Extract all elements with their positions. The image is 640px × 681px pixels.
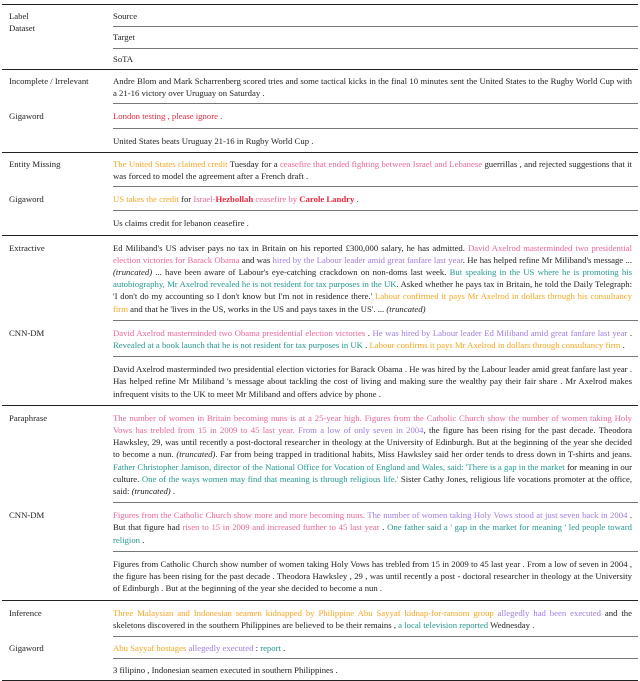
sota-row [2, 211, 638, 234]
category-label: Entity Missing [9, 158, 61, 169]
header-target: Target [113, 32, 135, 42]
section-extractive [2, 235, 638, 405]
header-dataset: Dataset [9, 23, 36, 33]
source-text: Three Malaysian and Indonesian seamen kidnapped by Philippine Abu Sayyaf kidnap-for-ransom group allegedly had been executed and the skeletons discovered in the southern Philippines are believed to be their remains , a local television reported Wednesday . [113, 607, 632, 630]
header-source: Source [113, 11, 138, 21]
dataset-label: CNN-DM [9, 510, 45, 521]
sota-row [2, 659, 638, 680]
target-text: US takes the credit for Israel-Hezbollah ceasefire by Carole Landry . [113, 194, 359, 205]
category-label: Incomplete / Irrelevant [9, 76, 89, 86]
header-label: Label [9, 11, 29, 21]
sota-row [2, 129, 638, 152]
dataset-label: Gigaword [9, 642, 44, 653]
source-row [2, 236, 638, 320]
sota-text: 3 filipino , Indonesian seamen executed in southern Philippines . [113, 665, 338, 676]
source-row [2, 406, 638, 502]
source-row [2, 70, 638, 103]
section-entity-missing [2, 152, 638, 235]
source-text: Ed Miliband's US adviser pays no tax in Britain on his reported £300,000 salary, he has admitted. David Axelrod masterminded two presidential election victories for Barack Obama and was hired by the Labour leader amid great fanfare last year. He has helped refine Mr Miliband's message ...(truncated) ... have been aware of Labour's eye-catching crackdown on non-doms last week. But speaking in the US where he is promoting his autobiography, Mr Axelrod revealed he is not resident for tax purposes in the UK. Asked whether he pays tax in Britain, he told the Daily Telegraph: 'I don't do my accounting so I don't know but I'm not in residence there.' Labour confirmed it pays Mr Axelrod in dollars through his consultancy firm and that he 'lives in the US, works in the US and pays taxes in the US'. ... (truncated) [113, 242, 632, 314]
target-row [2, 503, 638, 551]
category-label: Inference [9, 607, 42, 618]
category-label: Paraphrase [9, 412, 48, 423]
header-row-3 [2, 49, 638, 69]
sota-text: Us claims credit for lebanon ceasefire . [113, 218, 249, 229]
target-row [2, 187, 638, 210]
examples-table [2, 4, 638, 681]
dataset-label: Gigaword [9, 194, 44, 205]
sota-row [2, 552, 638, 600]
target-text: Figures from the Catholic Church show more and more becoming nuns. The number of women taking Holy Vows stood at just seven back in 2004 . But that figure had risen to 15 in 2009 and increased further to 45 last year . One father said a ' gap in the market for meaning ' led people toward religion . [113, 510, 633, 545]
target-row [2, 321, 638, 356]
target-row [2, 104, 638, 127]
source-row [2, 153, 638, 186]
source-text: The United States claimed credit Tuesday for a ceasefire that ended fighting between Israel and Lebanese guerrillas , and rejected suggestions that it was forced to model the agreement after a French draft . [113, 158, 632, 182]
dataset-label: CNN-DM [9, 327, 45, 338]
section-paraphrase [2, 405, 638, 600]
source-row [2, 601, 638, 636]
source-text: The number of women in Britain becoming nuns is at a 25-year high. Figures from the Catholic Church show the number of women taking Holy Vows has trebled from 15 in 2009 to 45 last year. From a low of only seven in 2004, the figure has been rising for the past decade. Theodora Hawksley, 29, was until recently a post-doctoral researcher in theology at the University of Edinburgh. But at the beginning of the year she decided to become a nun. (truncated). Far from being trapped in traditional habits, Miss Hawksley said her order tends to dress down in T-shirts and jeans. Father Christopher Jamison, director of the National Office for Vocation of England and Wales, said: 'There is a gap in the market for meaning in our culture. One of the ways women may find that meaning is through religious life.' Sister Cathy Jones, religious life vocations promoter at the office, said: (truncated) . [113, 412, 632, 497]
sota-text: United States beats Uruguay 21-16 in Rugby World Cup . [113, 135, 314, 146]
dataset-label: Gigaword [9, 111, 44, 122]
sota-row [2, 357, 638, 405]
header-row-2 [2, 23, 638, 48]
sota-text: David Axelrod masterminded two presidential election victories for Barack Obama . He was hired by the Labour leader amid great fanfare last year . Has helped refine Mr Miliband 's message about tackling the cost of living and making sure the wealthy pay their fair share . Mr Axelrod makes infrequent visits to the UK to meet Mr Miliband and offers advice by phone . [113, 364, 632, 399]
sota-text: Figures from Catholic Church show number of women taking Holy Vows has trebled from 15 in 2009 to 45 last year . From a low of seven in 2004 , the figure has been rising for the past decade . Theodora Hawksley , 29 , was until recently a post - doctoral researcher in theology at the University of Edinburgh . But at the beginning of the year she decided to become a nun . [113, 558, 632, 594]
section-inference [2, 600, 638, 681]
section-incomplete-irrelevant [2, 70, 638, 152]
target-text: London testing , please ignore . [113, 111, 223, 122]
category-label: Extractive [9, 242, 45, 253]
source-text: Andre Blom and Mark Scharrenberg scored tries and some tactical kicks in the final 10 minutes sent the United States to the Rugby World Cup with a 21-16 victory over Uruguay on Saturday . [113, 76, 632, 99]
target-text: Abu Sayyaf hostages allegedly executed : report . [113, 642, 286, 653]
target-row [2, 637, 638, 658]
target-text: David Axelrod masterminded two Obama presidential election victories . He was hired by Labour leader Ed Miliband amid great fanfare last year . Revealed at a book launch that he is not resident for tax purposes in UK . Labour confirms it pays Mr Axelrod in dollars through consultancy firm . [113, 327, 633, 351]
header-sota: SoTA [113, 54, 134, 64]
